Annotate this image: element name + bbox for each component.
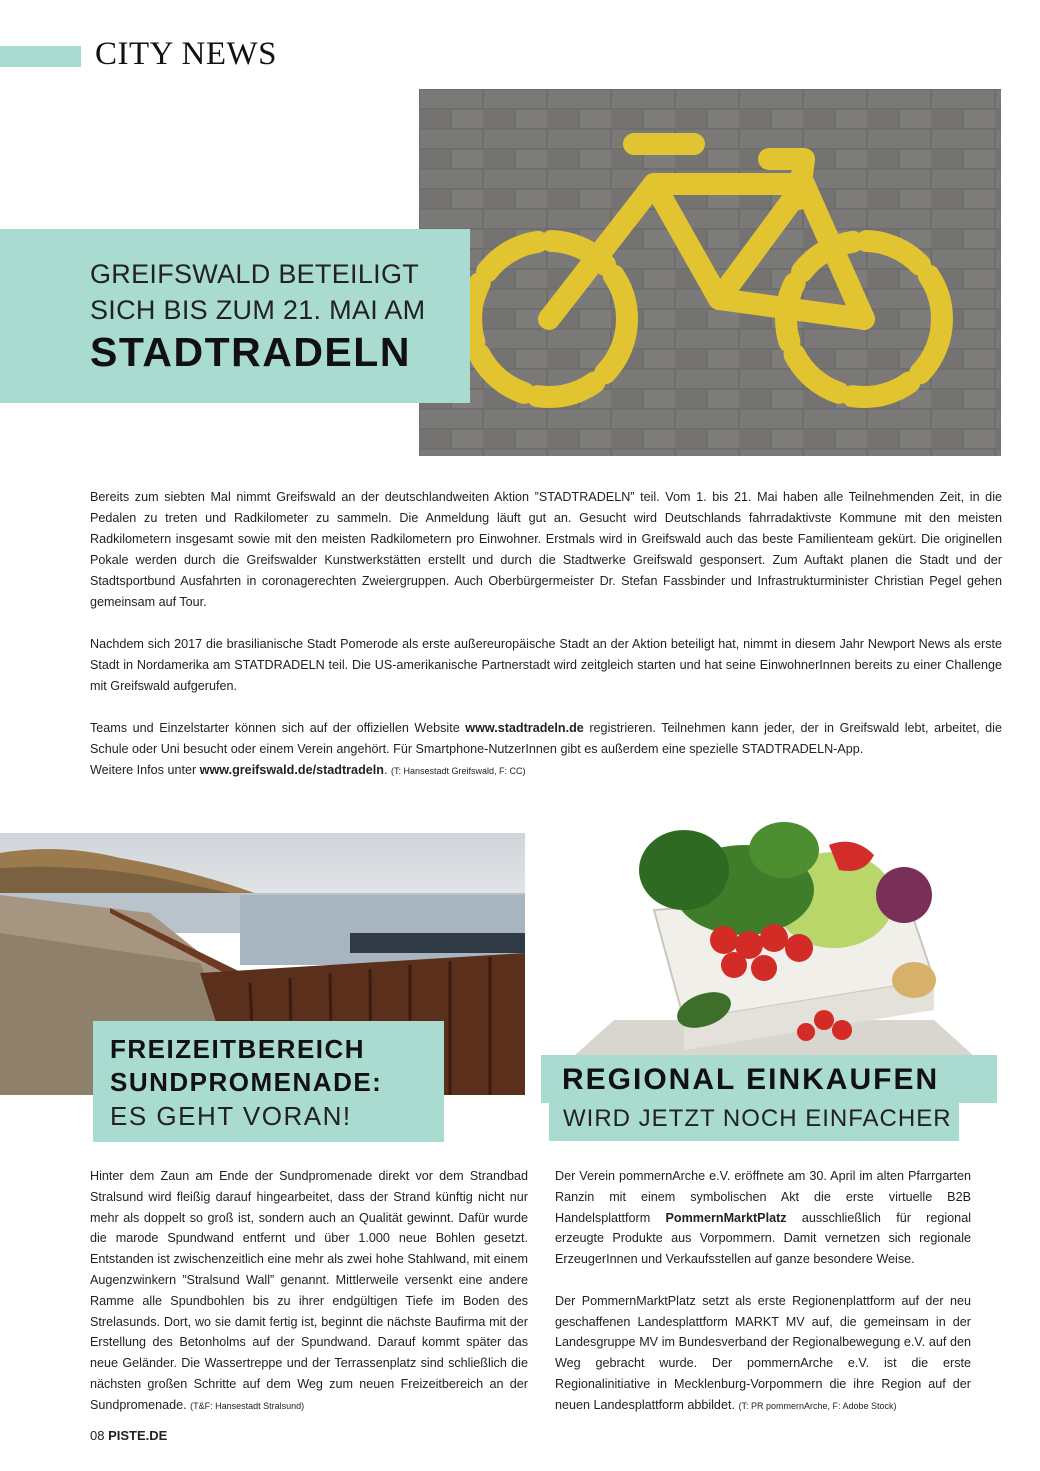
text-run: Der Verein pommernArche e.V. eröffnete am 30. April im alten Pfarrgarten Ranzin mit einem symbolischen Akt die erste virtuelle B2B Handelsplattform (555, 1169, 971, 1225)
article3-credit: (T: PR pommernArche, F: Adobe Stock) (738, 1400, 897, 1411)
article2-body (90, 1166, 528, 1437)
article1-paragraph3 (90, 718, 1002, 782)
bicycle-road-marking-photo (419, 89, 1001, 456)
text-run: Hinter dem Zaun am Ende der Sundpromenade direkt vor dem Strandbad Stralsund wird fleißig darauf hingearbeitet, dass der Strand künftig nicht nur mehr als doppelt so groß ist, sondern auch an Qualität gewinnt. Dafür wurde die marode Spundwand entfernt und über 1.000 neue Bohlen gesetzt. Entstanden ist zwischenzeitlich eine mehr als zwei hohe Stahlwand, mit einem Augenzwinkern ”Stralsund Wall” genannt. Mittlerweile versenkt eine andere Ramme alle Spundbohlen bis zu ihrer endgültigen Tiefe im Boden des Strelasunds. Dort, wo sie damit fertig ist, beginnt die nächste Baufirma mit der Erstellung des Betonholms auf der Spundwand. Darauf kommt später das neue Geländer. Die Wassertreppe und der Terrassenplatz sind schließlich die nächsten großen Schritte auf dem Weg zum neuen Freizeitbereich an der Sundpromenade. (90, 1169, 528, 1412)
regional-headline-box (541, 1055, 997, 1103)
article2-credit: (T&F: Hansestadt Stralsund) (190, 1400, 305, 1411)
pommernmarktplatz-name: PommernMarktPlatz (665, 1210, 787, 1225)
article2-subheadline: ES GEHT VORAN! (110, 1101, 352, 1131)
text-run: Weitere Infos unter (90, 763, 200, 777)
hero-headline-box (0, 229, 470, 403)
text-run: Der PommernMarktPlatz setzt als erste Regionenplattform auf der neu geschaffenen Landesplattform MARKT MV auf, die gemeinsam in der Landesgruppe MV im Bundesverband der Regionalbewegung e.V. auf den Weg gebracht wurde. Der pommernArche e.V. ist die erste Regionalinitiative in Mecklenburg-Vorpommern die ihre Region auf der neuen Landesplattform abbildet. (555, 1293, 971, 1412)
vegetable-crate-photo (574, 820, 974, 1056)
article1-paragraph1: Bereits zum siebten Mal nimmt Greifswald an der deutschlandweiten Aktion ”STADTRADELN” teil. Vom 1. bis 21. Mai haben alle Teilnehmenden Zeit, in die Pedalen zu treten und Radkilometer zu sammeln. Die Anmeldung läuft gut an. Gesucht wird Deutschlands fahrradaktivste Kommune mit den meisten Radkilometern insgesamt sowie mit den meisten Radkilometern pro Einwohner. Erstmals wird in Greifswald auch das beste Familienteam gekürt. Die originellen Pokale werden durch die Greifswalder Kunstwerkstätten erstellt und durch die Stadtwerke Greifswald gesponsert. Zum Auftakt planen die Stadt und der Stadtsportbund Ausfahrten in coronagerechten Zweiergruppen. Auch Oberbürgermeister Dr. Stefan Fassbinder und Infrastrukturminister Christian Pegel gehen gemeinsam auf Tour. (90, 490, 1002, 609)
stadtradeln-link[interactable]: www.stadtradeln.de (465, 721, 584, 735)
section-title: CITY NEWS (95, 36, 278, 72)
hero-kicker-line2: SICH BIS ZUM 21. MAI AM (90, 295, 426, 325)
brand-name: PISTE.DE (108, 1428, 168, 1443)
article3-subheadline: WIRD JETZT NOCH EINFACHER (563, 1105, 952, 1132)
article3-paragraph1 (555, 1166, 971, 1270)
article2-headline-line2: SUNDPROMENADE: (110, 1067, 383, 1097)
greifswald-link[interactable]: www.greifswald.de/stadtradeln (199, 763, 384, 777)
article2-headline-line1: FREIZEITBEREICH (110, 1034, 366, 1064)
text-run: Teams und Einzelstarter können sich auf der offiziellen Website (90, 721, 466, 735)
text-run: registrieren. Teilnehmen kann jeder, der in Greifswald lebt, arbeitet, die Schule oder Uni besucht oder einem Verein angehört. Für Smartphone-NutzerInnen gibt es außerdem eine spezielle STADTRADELN-App. (90, 721, 1002, 756)
section-color-bar (0, 46, 81, 67)
regional-subheadline-box (549, 1100, 959, 1141)
article3-headline: REGIONAL EINKAUFEN (562, 1063, 940, 1096)
hero-headline: STADTRADELN (90, 329, 411, 375)
article1-credit: (T: Hansestadt Greifswald, F: CC) (390, 766, 526, 776)
article3-body (555, 1166, 971, 1437)
article1-paragraph2: Nachdem sich 2017 die brasilianische Stadt Pomerode als erste außereuropäische Stadt an der Aktion beteiligt hat, nimmt in diesem Jahr Newport News als erste Stadt in Nordamerika am STATDRADELN teil. Die US-amerikanische Partnerstadt wird zeitgleich starten und hat seine EinwohnerInnen bereits zu einer Challenge mit Greifswald aufgerufen. (90, 637, 1002, 693)
article3-paragraph2 (555, 1291, 971, 1417)
article2-paragraph (90, 1166, 528, 1417)
text-run: ausschließlich für regional erzeugte Produkte aus Vorpommern. Damit vernetzen sich regionale ErzeugerInnen und Verkaufsstellen auf ganze besondere Weise. (555, 1210, 971, 1267)
sundpromenade-headline-box (93, 1021, 444, 1142)
page-footer (90, 1428, 167, 1443)
hero-kicker-line1: GREIFSWALD BETEILIGT (90, 259, 420, 289)
text-run: . (383, 763, 391, 777)
page-number: 08 (90, 1428, 109, 1443)
